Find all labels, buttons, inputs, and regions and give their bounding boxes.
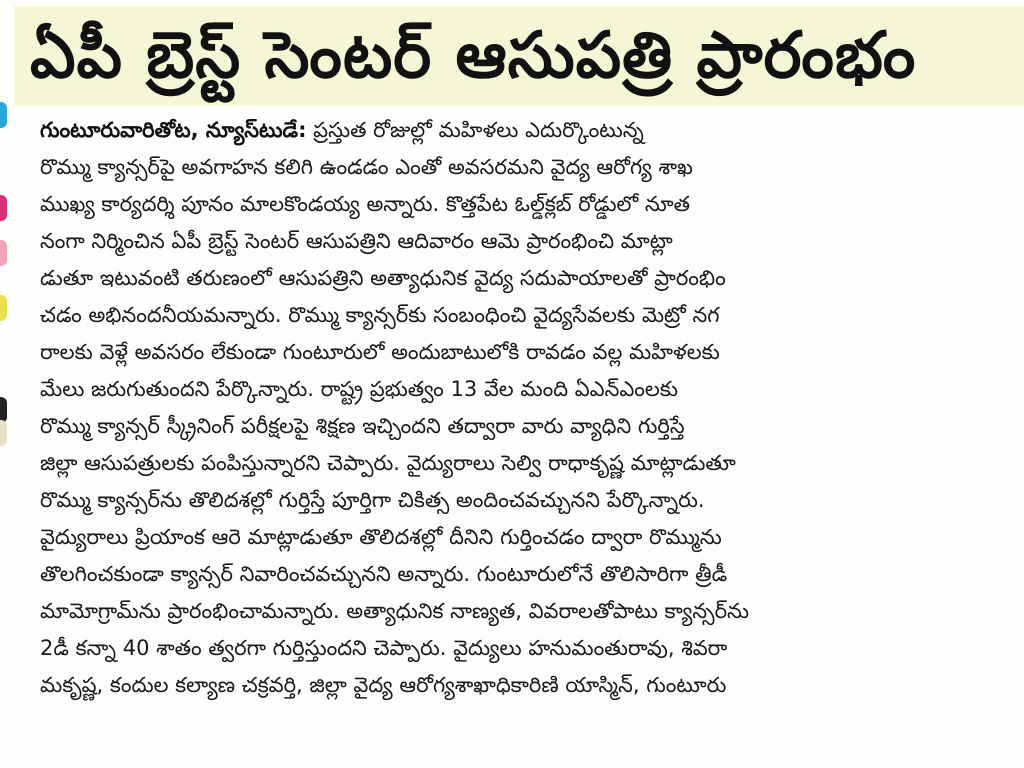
article-line: మామోగ్రామ్‌ను ప్రారంభించామన్నారు. అత్యాధునిక నాణ్యత, వివరాలతోపాటు క్యాన్సర్‌ను bbox=[40, 599, 750, 623]
article-line: ముఖ్య కార్యదర్శి పూనం మాలకొండయ్య అన్నారు. కొత్తపేట ఓల్డ్‌క్లబ్ రోడ్డులో నూత bbox=[40, 192, 690, 216]
article-line: డుతూ ఇటువంటి తరుణంలో ఆసుపత్రిని అత్యాధునిక వైద్య సదుపాయాలతో ప్రారంభిం bbox=[40, 266, 726, 290]
article-line: రాలకు వెళ్లే అవసరం లేకుండా గుంటూరులో అందుబాటులోకి రావడం వల్ల మహిళలకు bbox=[40, 340, 720, 364]
article-body bbox=[40, 112, 1015, 768]
article-line: రొమ్ము క్యాన్సర్‌పై అవగాహన కలిగి ఉండడం ఎంతో అవసరమని వైద్య ఆరోగ్య శాఖ bbox=[40, 155, 693, 179]
article-line-text: ప్రస్తుత రోజుల్లో మహిళలు ఎదుర్కొంటున్న bbox=[306, 118, 644, 142]
edge-mark-magenta bbox=[0, 195, 7, 221]
article-line bbox=[40, 112, 1015, 149]
article-line: జిల్లా ఆసుపత్రులకు పంపిస్తున్నారని చెప్పారు. వైద్యురాలు సెల్వి రాధాకృష్ణ మాట్లాడుతూ bbox=[40, 451, 736, 475]
article-line: 2డీ కన్నా 40 శాతం త్వరగా గుర్తిస్తుందని చెప్పారు. వైద్యులు హనుమంతురావు, శివరా bbox=[40, 636, 728, 660]
dateline: గుంటూరువారితోట, న్యూస్‌టుడే: bbox=[40, 118, 307, 142]
page-edge-marks bbox=[0, 100, 14, 768]
article-line: వైద్యురాలు ప్రియాంక ఆరె మాట్లాడుతూ తొలిదశల్లో దీనిని గుర్తించడం ద్వారా రొమ్మును bbox=[40, 525, 722, 549]
edge-mark-yellow bbox=[0, 295, 7, 321]
article-line: తొలగించకుండా క్యాన్సర్ నివారించవచ్చునని అన్నారు. గుంటూరులోనే తొలిసారిగా త్రీడీ bbox=[40, 562, 728, 586]
edge-mark-blue bbox=[0, 102, 7, 128]
article-line: మకృష్ణ, కందుల కల్యాణ చక్రవర్తి, జిల్లా వైద్య ఆరోగ్యశాఖాధికారిణి యాస్మిన్, గుంటూరు bbox=[40, 673, 727, 697]
article-line: మేలు జరుగుతుందని పేర్కొన్నారు. రాష్ట్ర ప్రభుత్వం 13 వేల మంది ఏఎన్‌ఎంలకు bbox=[40, 377, 679, 401]
article-line: రొమ్ము క్యాన్సర్ స్క్రీనింగ్ పరీక్షలపై శిక్షణ ఇచ్చిందని తద్వారా వారు వ్యాధిని గుర్తిస్తే bbox=[40, 414, 685, 438]
headline: ఏపీ బ్రెస్ట్ సెంటర్ ఆసుపత్రి ప్రారంభం bbox=[30, 19, 917, 93]
article-line: చడం అభినందనీయమన్నారు. రొమ్ము క్యాన్సర్‌కు సంబంధించి వైద్యసేవలకు మెట్రో నగ bbox=[40, 303, 720, 327]
article-line: రొమ్ము క్యాన్సర్‌ను తొలిదశల్లో గుర్తిస్తే పూర్తిగా చికిత్స అందించవచ్చునని పేర్కొన్నారు. bbox=[40, 488, 705, 512]
edge-mark-pink bbox=[0, 240, 7, 266]
edge-mark-cream bbox=[0, 420, 7, 446]
article-line: నంగా నిర్మించిన ఏపీ బ్రెస్ట్ సెంటర్ ఆసుపత్రిని ఆదివారం ఆమె ప్రారంభించి మాట్లా bbox=[40, 229, 673, 253]
